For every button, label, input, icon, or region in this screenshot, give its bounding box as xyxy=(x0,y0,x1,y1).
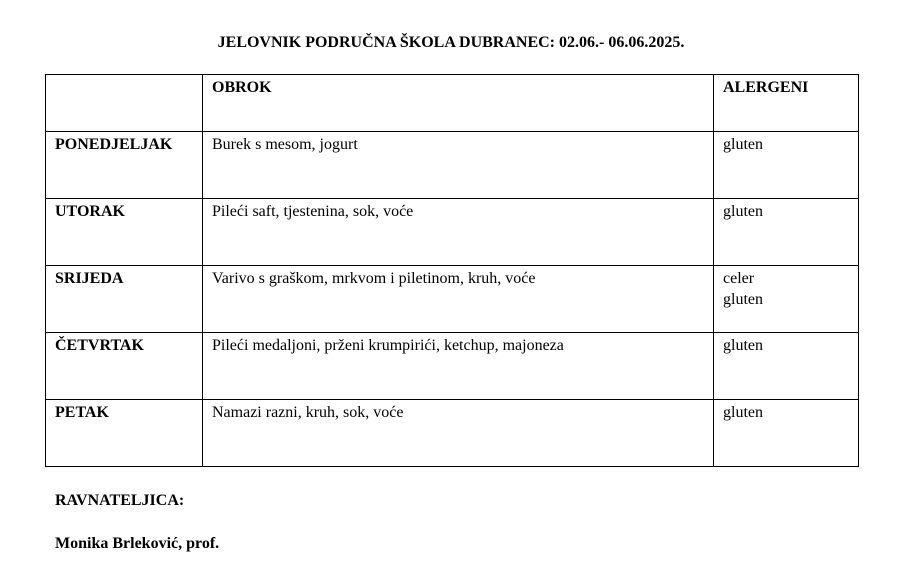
allergens-cell xyxy=(714,333,859,400)
header-meal: OBROK xyxy=(203,75,714,132)
signature-label: RAVNATELJICA: xyxy=(55,492,185,509)
table-header-row xyxy=(46,75,859,132)
table-row xyxy=(46,400,859,467)
allergens-cell xyxy=(714,266,859,333)
allergen-item: gluten xyxy=(723,337,763,354)
day-cell: ČETVRTAK xyxy=(46,333,203,400)
allergens-cell xyxy=(714,199,859,266)
allergen-item: gluten xyxy=(723,291,763,308)
page-title: JELOVNIK PODRUČNA ŠKOLA DUBRANEC: 02.06.- 06.06.2025. xyxy=(217,34,685,51)
table-row xyxy=(46,132,859,199)
meal-cell: Varivo s graškom, mrkvom i piletinom, kruh, voće xyxy=(203,266,714,333)
day-cell: UTORAK xyxy=(46,199,203,266)
allergens-cell xyxy=(714,400,859,467)
allergen-item: gluten xyxy=(723,203,763,220)
allergen-item: gluten xyxy=(723,404,763,421)
day-cell: SRIJEDA xyxy=(46,266,203,333)
allergen-item: celer xyxy=(723,270,755,287)
header-day xyxy=(46,75,203,132)
allergens-cell xyxy=(714,132,859,199)
table-row xyxy=(46,333,859,400)
table-row xyxy=(46,266,859,333)
meal-cell: Namazi razni, kruh, sok, voće xyxy=(203,400,714,467)
meal-cell: Pileći saft, tjestenina, sok, voće xyxy=(203,199,714,266)
header-allergens: ALERGENI xyxy=(714,75,859,132)
table-row xyxy=(46,199,859,266)
allergen-item: gluten xyxy=(723,136,763,153)
signature-name: Monika Brleković, prof. xyxy=(55,535,220,552)
meal-cell: Pileći medaljoni, prženi krumpirići, ketchup, majoneza xyxy=(203,333,714,400)
day-cell: PETAK xyxy=(46,400,203,467)
meal-cell: Burek s mesom, jogurt xyxy=(203,132,714,199)
day-cell: PONEDJELJAK xyxy=(46,132,203,199)
menu-table xyxy=(45,74,859,467)
